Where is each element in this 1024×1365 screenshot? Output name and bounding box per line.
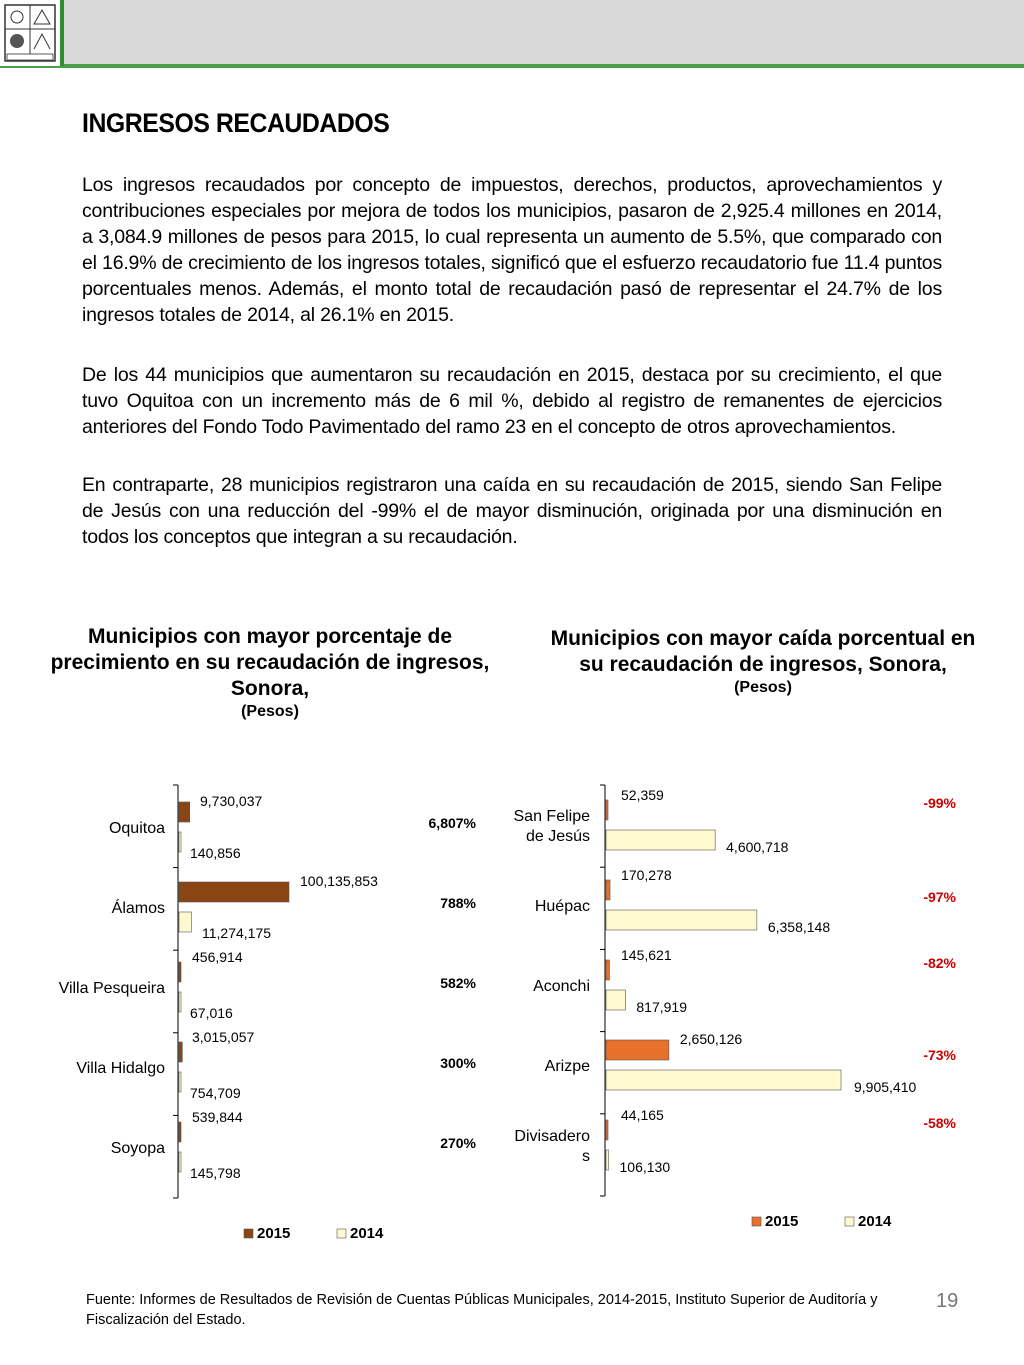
chart-1-value-label: 140,856 [190, 845, 241, 861]
chart-2-legend-label-2015: 2015 [765, 1213, 799, 1230]
chart-1-bar-2015 [179, 1042, 182, 1062]
chart-1-pct-label: 6,807% [428, 815, 476, 831]
chart-2-bar-2015 [606, 800, 608, 820]
chart-1-pct-label: 582% [440, 975, 476, 991]
chart-2-bar-2014 [606, 910, 757, 930]
chart-1-bar-2015 [179, 1122, 181, 1142]
chart-2-bar-2015 [606, 1040, 669, 1060]
chart-1-bar-2014 [179, 832, 181, 852]
chart-1-bar-2014 [179, 1152, 181, 1172]
chart-2-category-label: s [582, 1148, 590, 1165]
chart-1-value-label: 754,709 [190, 1085, 241, 1101]
chart-1-legend-swatch-2014 [337, 1229, 346, 1238]
chart-1-category-label: Villa Hidalgo [76, 1060, 165, 1077]
chart-1-category-label: Soyopa [110, 1140, 165, 1157]
chart-2-title-text: Municipios con mayor caída porcentual en su recaudación de ingresos, Sonora, [550, 627, 976, 676]
chart-2-category-label: Huépac [534, 898, 590, 915]
chart-2-legend-label-2014: 2014 [858, 1213, 892, 1230]
chart-1-bar-2015 [179, 802, 190, 822]
chart-2-value-label: 106,130 [619, 1159, 671, 1175]
page-title: INGRESOS RECAUDADOS [82, 108, 390, 138]
chart-1-value-label: 3,015,057 [192, 1029, 255, 1045]
chart-1-bar-2014 [179, 1072, 181, 1092]
chart-2-category-label: Arizpe [544, 1058, 590, 1075]
chart-2-category-label: de Jesús [525, 828, 590, 845]
chart-1-bar-2014 [179, 912, 191, 932]
chart-1-category-label: Villa Pesqueira [58, 980, 165, 997]
chart-2-bar-2015 [606, 1120, 608, 1140]
chart-1-pct-label: 270% [440, 1135, 476, 1151]
chart-2-pct-label: -58% [923, 1115, 956, 1131]
chart-1-value-label: 11,274,175 [202, 925, 272, 941]
chart-2-bar-2015 [606, 960, 609, 980]
paragraph-3: En contraparte, 28 municipios registraron una caída en su recaudación de 2015, siendo San Felipe de Jesús con una reducción del -99% el de mayor disminución, originada por una disminución en todos los conceptos que integran a su recaudación. [82, 474, 942, 548]
chart-2-legend-swatch-2014 [845, 1217, 854, 1226]
chart-2-bar-2014 [606, 1070, 841, 1090]
chart-1-value-label: 456,914 [192, 949, 243, 965]
chart-1-legend-label-2014: 2014 [350, 1225, 384, 1242]
source-note: Fuente: Informes de Resultados de Revisión de Cuentas Públicas Municipales, 2014-2015, Instituto Superior de Auditoría y Fiscalización del Estado. [86, 1292, 878, 1328]
chart-1-value-label: 539,844 [192, 1109, 243, 1125]
paragraph-2: De los 44 municipios que aumentaron su recaudación en 2015, destaca por su crecimiento, el que tuvo Oquitoa con un incremento más de 6 mil %, debido al registro de remanentes de ejercicios anteriores del Fondo Todo Pavimentado del ramo 23 en el concepto de otros aprovechamientos. [82, 364, 942, 438]
chart-1-bar-2014 [179, 992, 181, 1012]
chart-1-value-label: 100,135,853 [300, 873, 378, 889]
chart-2-value-label: 2,650,126 [679, 1031, 743, 1047]
chart-1-value-label: 9,730,037 [200, 793, 263, 809]
chart-1-category-label: Álamos [111, 900, 165, 917]
chart-2-pct-label: -82% [923, 955, 956, 971]
chart-1-category-label: Oquitoa [108, 820, 165, 837]
page-number: 19 [936, 1290, 959, 1312]
chart-1-pct-label: 300% [440, 1055, 476, 1071]
chart-2-bar-2014 [606, 830, 715, 850]
chart-1-legend-label-2015: 2015 [257, 1225, 291, 1242]
chart-2-value-label: 44,165 [621, 1107, 664, 1123]
chart-2-value-label: 145,621 [621, 947, 672, 963]
chart-2-value-label: 170,278 [621, 867, 672, 883]
chart-2-pct-label: -97% [923, 889, 956, 905]
chart-2-value-label: 6,358,148 [767, 919, 831, 935]
chart-1-bar-2015 [179, 962, 181, 982]
chart-2-pct-label: -73% [923, 1047, 956, 1063]
chart-2-value-label: 817,919 [636, 999, 688, 1015]
chart-1-value-label: 67,016 [190, 1005, 233, 1021]
chart-1-title-text: Municipios con mayor porcentaje de precimiento en su recaudación de ingresos, Sonora, [50, 625, 490, 700]
chart-1-bar-2015 [179, 882, 289, 902]
chart-1-value-label: 145,798 [190, 1165, 241, 1181]
chart-1-subtitle: (Pesos) [241, 703, 299, 720]
chart-1-pct-label: 788% [440, 895, 476, 911]
chart-2-value-label: 4,600,718 [726, 839, 789, 855]
chart-2-category-label: Aconchi [533, 978, 590, 995]
chart-1-legend-swatch-2015 [244, 1229, 253, 1238]
chart-2-pct-label: -99% [923, 795, 956, 811]
chart-2-legend-swatch-2015 [752, 1217, 761, 1226]
chart-2-subtitle: (Pesos) [734, 679, 792, 696]
chart-2-bar-2014 [606, 1150, 609, 1170]
chart-2-value-label: 9,905,410 [854, 1079, 917, 1095]
chart-2-category-label: Divisadero [514, 1128, 590, 1145]
chart-2-bar-2015 [606, 880, 610, 900]
chart-2-bar-2014 [606, 990, 625, 1010]
chart-2-category-label: San Felipe [513, 808, 590, 825]
paragraph-1: Los ingresos recaudados por concepto de impuestos, derechos, productos, aprovechamientos y contribuciones especiales por mejora de todos los municipios, pasaron de 2,925.4 millones en 2014, a 3,084.9 millones de pesos para 2015, lo cual representa un aumento de 5.5%, que comparado con el 16.9% de crecimiento de los ingresos totales, significó que el esfuerzo recaudatorio fue 11.4 puntos porcentuales menos. Además, el monto total de recaudación pasó de representar el 24.7% de los ingresos totales de 2014, al 26.1% en 2015. [82, 174, 942, 326]
chart-2-value-label: 52,359 [621, 787, 664, 803]
